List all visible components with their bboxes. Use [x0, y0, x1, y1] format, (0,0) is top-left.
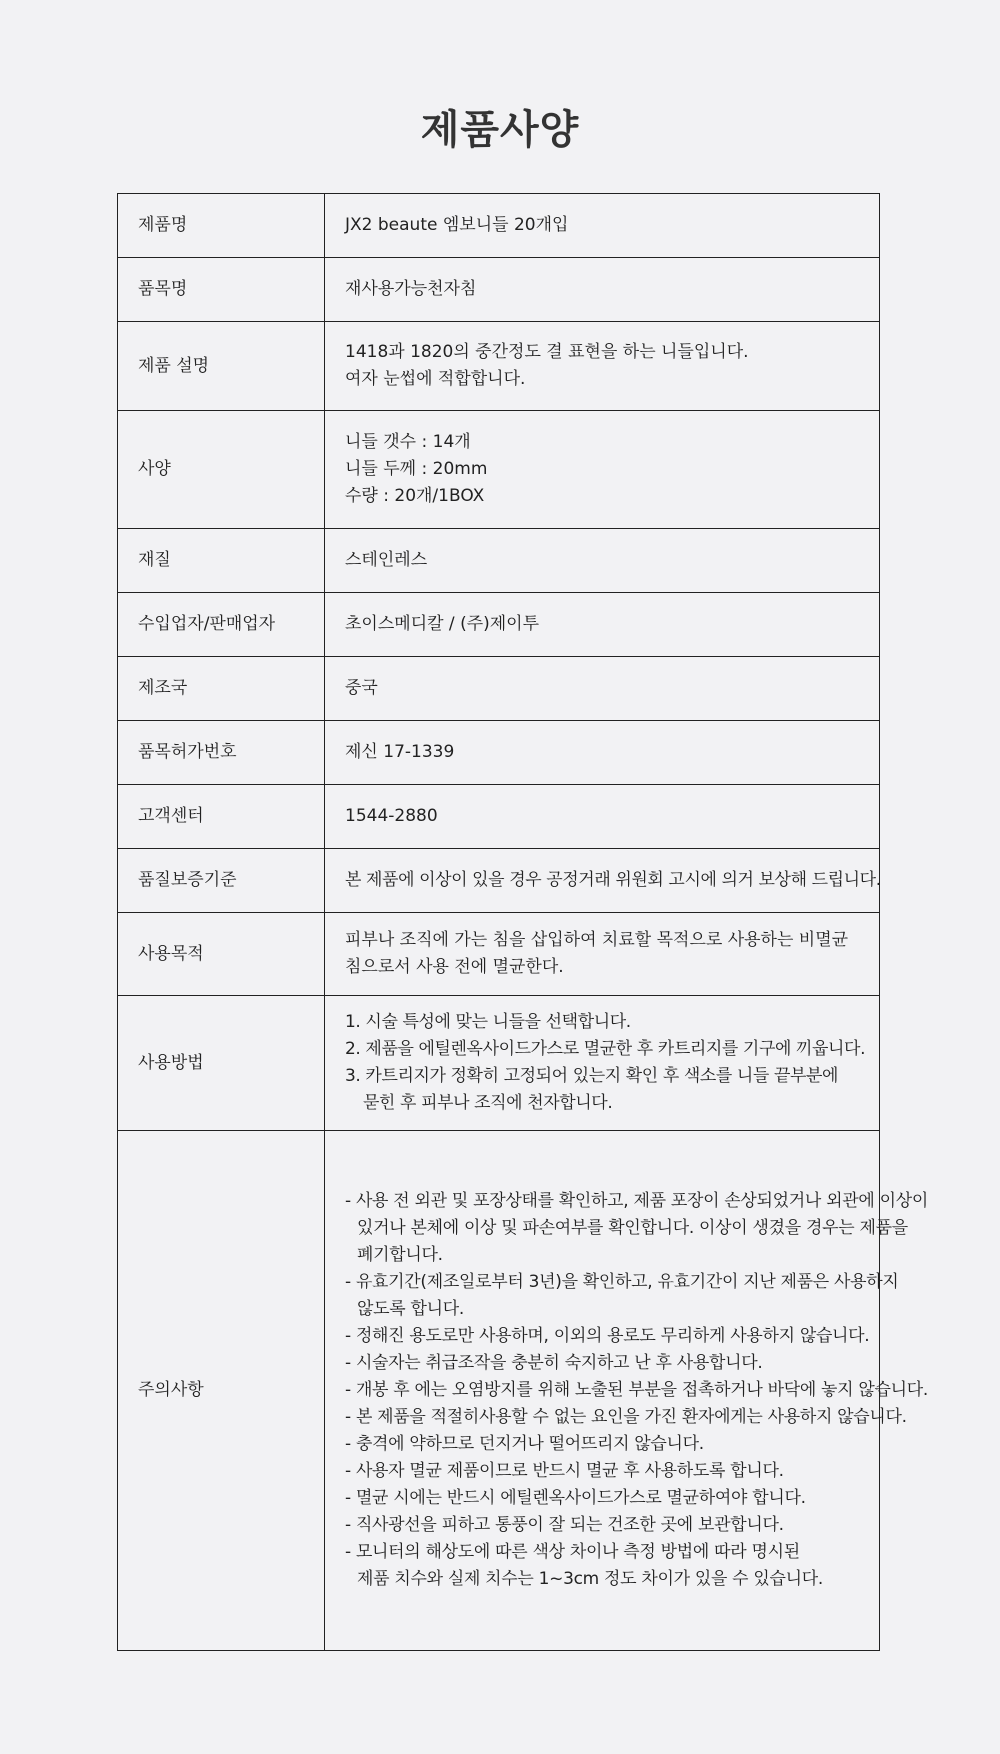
- row-label: 사용목적: [118, 913, 325, 996]
- row-label: 고객센터: [118, 785, 325, 849]
- text-line: 폐기합니다.: [357, 1245, 443, 1265]
- table-row: [118, 913, 880, 996]
- table-row: [118, 529, 880, 593]
- text-line: - 직사광선을 피하고 통풍이 잘 되는 건조한 곳에 보관합니다.: [345, 1515, 784, 1535]
- row-value: [325, 996, 880, 1131]
- text-line: 않도록 합니다.: [357, 1299, 464, 1319]
- row-value: 재사용가능천자침: [325, 258, 880, 322]
- row-value: [325, 1131, 928, 1651]
- text-line: - 유효기간(제조일로부터 3년)을 확인하고, 유효기간이 지난 제품은 사용하지: [345, 1272, 899, 1292]
- text-line: - 멸균 시에는 반드시 에틸렌옥사이드가스로 멸균하여야 합니다.: [345, 1488, 806, 1508]
- text-line: - 사용자 멸균 제품이므로 반드시 멸균 후 사용하도록 합니다.: [345, 1461, 784, 1481]
- table-row: [118, 721, 880, 785]
- page-title: 제품사양: [420, 107, 580, 153]
- table-row: [118, 785, 880, 849]
- row-value: [325, 913, 880, 996]
- row-label: 품질보증기준: [118, 849, 325, 913]
- text-line: - 개봉 후 에는 오염방지를 위해 노출된 부분을 접촉하거나 바닥에 놓지 않습니다.: [345, 1380, 928, 1400]
- row-label: 수입업자/판매업자: [118, 593, 325, 657]
- text-line: 2. 제품을 에틸렌옥사이드가스로 멸균한 후 카트리지를 기구에 끼웁니다.: [345, 1039, 866, 1059]
- text-line: - 정해진 용도로만 사용하며, 이외의 용로도 무리하게 사용하지 않습니다.: [345, 1326, 870, 1346]
- row-value: [325, 322, 880, 411]
- row-value: 중국: [325, 657, 880, 721]
- table-row: [118, 322, 880, 411]
- table-row: [118, 194, 880, 258]
- table-row: [118, 657, 880, 721]
- text-line: 니들 두께 : 20mm: [345, 459, 488, 479]
- spec-table: [117, 193, 928, 1651]
- text-line: 묻힌 후 피부나 조직에 천자합니다.: [363, 1093, 613, 1113]
- row-label: 제품명: [118, 194, 325, 258]
- text-line: - 충격에 약하므로 던지거나 떨어뜨리지 않습니다.: [345, 1434, 704, 1454]
- text-line: - 사용 전 외관 및 포장상태를 확인하고, 제품 포장이 손상되었거나 외관에 이상이: [345, 1191, 928, 1211]
- row-value: 본 제품에 이상이 있을 경우 공정거래 위원회 고시에 의거 보상해 드립니다.: [325, 849, 880, 913]
- text-line: - 본 제품을 적절히사용할 수 없는 요인을 가진 환자에게는 사용하지 않습니다.: [345, 1407, 907, 1427]
- row-label: 주의사항: [118, 1131, 325, 1651]
- table-row: [118, 411, 880, 529]
- row-label: 품목명: [118, 258, 325, 322]
- text-line: - 모니터의 해상도에 따른 색상 차이나 측정 방법에 따라 명시된: [345, 1542, 800, 1562]
- row-label: 품목허가번호: [118, 721, 325, 785]
- text-line: 1. 시술 특성에 맞는 니들을 선택합니다.: [345, 1012, 631, 1032]
- table-row: [118, 996, 880, 1131]
- row-label: 재질: [118, 529, 325, 593]
- row-value: JX2 beaute 엠보니들 20개입: [325, 194, 880, 258]
- row-label: 사양: [118, 411, 325, 529]
- row-value: 1544-2880: [325, 785, 880, 849]
- text-line: 침으로서 사용 전에 멸균한다.: [345, 957, 564, 977]
- text-line: 수량 : 20개/1BOX: [345, 486, 485, 506]
- text-line: 3. 카트리지가 정확히 고정되어 있는지 확인 후 색소를 니들 끝부분에: [345, 1066, 839, 1086]
- text-line: 있거나 본체에 이상 및 파손여부를 확인합니다. 이상이 생겼을 경우는 제품을: [357, 1218, 908, 1238]
- text-line: 여자 눈썹에 적합합니다.: [345, 369, 526, 389]
- row-label: 제품 설명: [118, 322, 325, 411]
- row-value: 초이스메디칼 / (주)제이투: [325, 593, 880, 657]
- row-label: 사용방법: [118, 996, 325, 1131]
- table-row: [118, 593, 880, 657]
- text-line: 피부나 조직에 가는 침을 삽입하여 치료할 목적으로 사용하는 비멸균: [345, 930, 849, 950]
- row-value: 제신 17-1339: [325, 721, 880, 785]
- text-line: 제품 치수와 실제 치수는 1~3cm 정도 차이가 있을 수 있습니다.: [357, 1569, 824, 1589]
- text-line: 1418과 1820의 중간정도 결 표현을 하는 니들입니다.: [345, 342, 749, 362]
- row-label: 제조국: [118, 657, 325, 721]
- text-line: 니들 갯수 : 14개: [345, 432, 471, 452]
- row-value: 스테인레스: [325, 529, 880, 593]
- table-row: [118, 849, 880, 913]
- text-line: - 시술자는 취급조작을 충분히 숙지하고 난 후 사용합니다.: [345, 1353, 763, 1373]
- table-row: [118, 258, 880, 322]
- table-row: [118, 1131, 880, 1651]
- row-value: [325, 411, 880, 529]
